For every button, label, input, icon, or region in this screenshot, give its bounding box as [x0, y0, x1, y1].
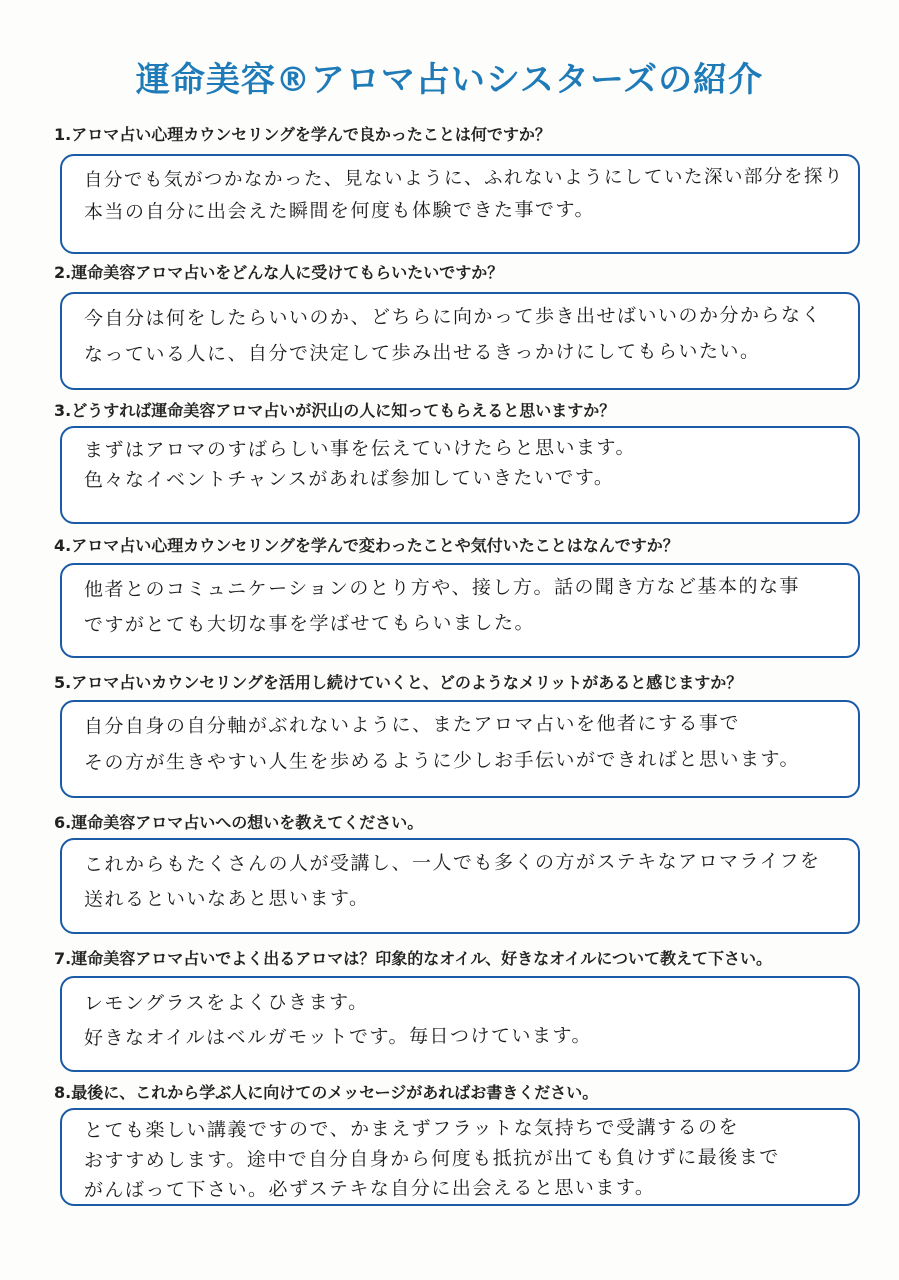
answer-line: その方が生きやすい人生を歩めるように少しお手伝いができればと思います。: [83, 748, 801, 774]
answer-line: 本当の自分に出会えた瞬間を何度も体験できた事です。: [83, 198, 596, 224]
answer-box-4: [60, 563, 860, 658]
answer-line: 好きなオイルはベルガモットです。毎日つけています。: [83, 1024, 593, 1050]
question-8: 8.最後に、これから学ぶ人に向けてのメッセージがあればお書きください。: [54, 1083, 599, 1102]
question-4: 4.アロマ占い心理カウンセリングを学んで変わったことや気付いたことはなんですか？: [54, 536, 679, 555]
answer-line: 今自分は何をしたらいいのか、どちらに向かって歩き出せばいいのか分からなく: [83, 304, 823, 330]
question-3: 3.どうすれば運命美容アロマ占いが沢山の人に知ってもらえると思いますか？: [54, 401, 616, 420]
answer-line: 自分でも気がつかなかった、見ないように、ふれないようにしていた深い部分を探り: [83, 166, 845, 191]
question-1: 1.アロマ占い心理カウンセリングを学んで良かったことは何ですか？: [54, 125, 551, 144]
answer-line: おすすめします。途中で自分自身から何度も抵抗が出ても負けずに最後まで: [83, 1146, 780, 1172]
answer-line: これからもたくさんの人が受講し、一人でも多くの方がステキなアロマライフを: [83, 850, 821, 876]
question-6: 6.運命美容アロマ占いへの想いを教えてください。: [54, 813, 424, 832]
answer-box-3: [60, 426, 860, 524]
answer-line: とても楽しい講義ですので、かまえずフラットな気持ちで受講するのを: [83, 1116, 740, 1142]
answer-line: レモングラスをよくひきます。: [83, 991, 369, 1015]
answer-box-6: [60, 838, 860, 934]
answer-line: 色々なイベントチャンスがあれば参加していきたいです。: [83, 466, 615, 492]
answer-line: なっている人に、自分で決定して歩み出せるきっかけにしてもらいたい。: [83, 340, 761, 366]
page-title: 運命美容®アロマ占いシスターズの紹介: [135, 60, 764, 100]
answer-box-7: [60, 976, 860, 1072]
answer-line: 自分自身の自分軸がぶれないように、またアロマ占いを他者にする事で: [83, 712, 741, 738]
answer-line: まずはアロマのすばらしい事を伝えていけたらと思います。: [83, 436, 637, 462]
answer-line: 他者とのコミュニケーションのとり方や、接し方。話の聞き方など基本的な事: [83, 575, 801, 601]
answer-box-2: [60, 292, 860, 390]
answer-line: 送れるといいなあと思います。: [83, 887, 370, 911]
answer-line: ですがとても大切な事を学ばせてもらいました。: [83, 611, 536, 637]
answer-box-1: [60, 154, 860, 254]
answer-box-8: [60, 1108, 860, 1206]
question-2: 2.運命美容アロマ占いをどんな人に受けてもらいたいですか？: [54, 263, 504, 282]
answer-line: がんばって下さい。必ずステキな自分に出会えると思います。: [83, 1176, 656, 1202]
question-7: 7.運命美容アロマ占いでよく出るアロマは？印象的なオイル、好きなオイルについて教えて下さい。: [54, 949, 773, 968]
answer-box-5: [60, 700, 860, 798]
question-5: 5.アロマ占いカウンセリングを活用し続けていくと、どのようなメリットがあると感じますか？: [54, 673, 743, 692]
